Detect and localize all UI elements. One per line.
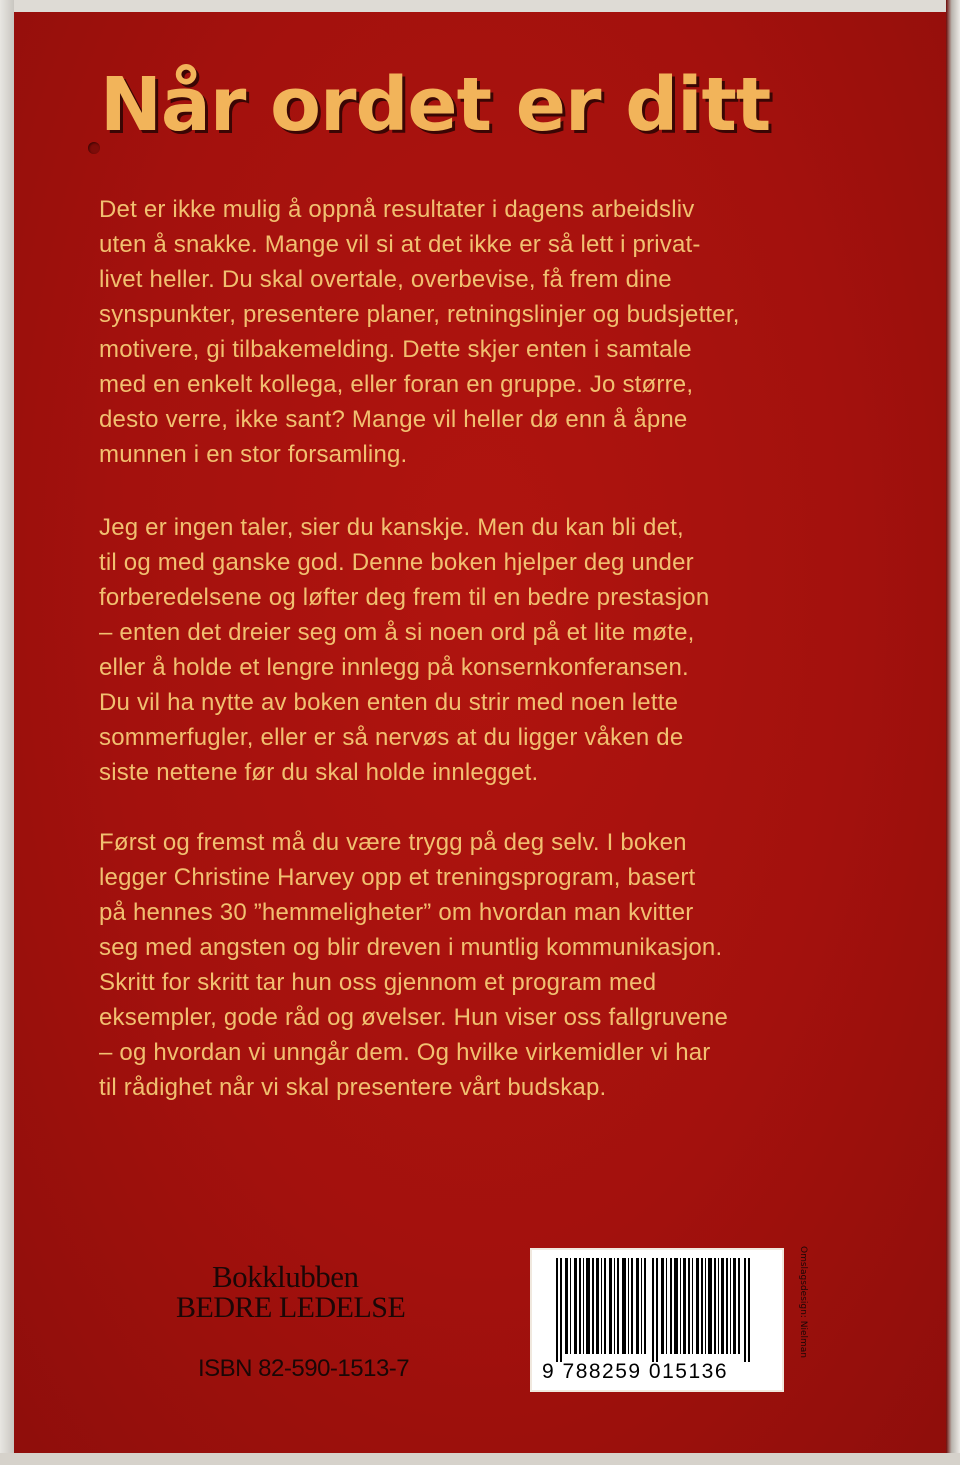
blurb-line: siste nettene før du skal holde innlegget. [99, 759, 539, 786]
blurb-line: på hennes 30 ”hemmeligheter” om hvordan man kvitter [99, 899, 694, 926]
blurb-line: livet heller. Du skal overtale, overbevise, få frem dine [99, 266, 672, 293]
blurb-line: – enten det dreier seg om å si noen ord på et lite møte, [99, 619, 695, 646]
blurb-line: – og hvordan vi unngår dem. Og hvilke virkemidler vi har [99, 1039, 711, 1066]
publisher-name: Bokklubben [212, 1259, 359, 1294]
publisher-subtitle: BEDRE LEDELSE [176, 1291, 406, 1324]
blurb-line: Det er ikke mulig å oppnå resultater i dagens arbeidsliv [99, 196, 695, 223]
cover-blemish [88, 142, 100, 154]
book-title: Når ordet er ditt [100, 62, 771, 148]
blurb-line: forberedelsene og løfter deg frem til en bedre prestasjon [99, 584, 710, 611]
blurb-line: til og med ganske god. Denne boken hjelper deg under [99, 549, 694, 576]
barcode-digits: 9 788259 015136 [542, 1360, 728, 1383]
blurb-paragraph-3 [99, 825, 799, 1105]
barcode-bars [546, 1258, 768, 1362]
barcode [530, 1248, 784, 1392]
blurb-line: eksempler, gode råd og øvelser. Hun viser oss fallgruvene [99, 1004, 729, 1031]
blurb-paragraph-2 [99, 510, 799, 790]
blurb-line: Du vil ha nytte av boken enten du strir med noen lette [99, 689, 679, 716]
isbn-label: ISBN 82-590-1513-7 [198, 1355, 410, 1382]
blurb-line: med en enkelt kollega, eller foran en gruppe. Jo større, [99, 371, 694, 398]
blurb-paragraph-1 [99, 192, 799, 472]
blurb-line: Jeg er ingen taler, sier du kanskje. Men du kan bli det, [99, 514, 684, 541]
blurb-line: seg med angsten og blir dreven i muntlig kommunikasjon. [99, 934, 723, 961]
blurb-line: synspunkter, presentere planer, retningslinjer og budsjetter, [99, 301, 740, 328]
blurb-line: desto verre, ikke sant? Mange vil heller dø enn å åpne [99, 406, 688, 433]
blurb-line: motivere, gi tilbakemelding. Dette skjer enten i samtale [99, 336, 692, 363]
publisher-logo [176, 1259, 426, 1324]
blurb-line: eller å holde et lengre innlegg på konsernkonferansen. [99, 654, 689, 681]
cover-credit: Omslagsdesign: Nielman [798, 1246, 808, 1358]
blurb-line: uten å snakke. Mange vil si at det ikke er så lett i privat- [99, 231, 701, 258]
blurb-line: til rådighet når vi skal presentere vårt budskap. [99, 1074, 607, 1101]
cover-edge-top [0, 0, 960, 12]
blurb-line: munnen i en stor forsamling. [99, 441, 408, 468]
blurb-line: sommerfugler, eller er så nervøs at du ligger våken de [99, 724, 684, 751]
cover-edge-left [0, 0, 14, 1465]
cover-edge-right [946, 0, 960, 1465]
blurb-line: Skritt for skritt tar hun oss gjennom et program med [99, 969, 657, 996]
blurb-line: legger Christine Harvey opp et treningsprogram, basert [99, 864, 696, 891]
cover-edge-bottom [0, 1453, 960, 1465]
blurb-line: Først og fremst må du være trygg på deg selv. I boken [99, 829, 687, 856]
